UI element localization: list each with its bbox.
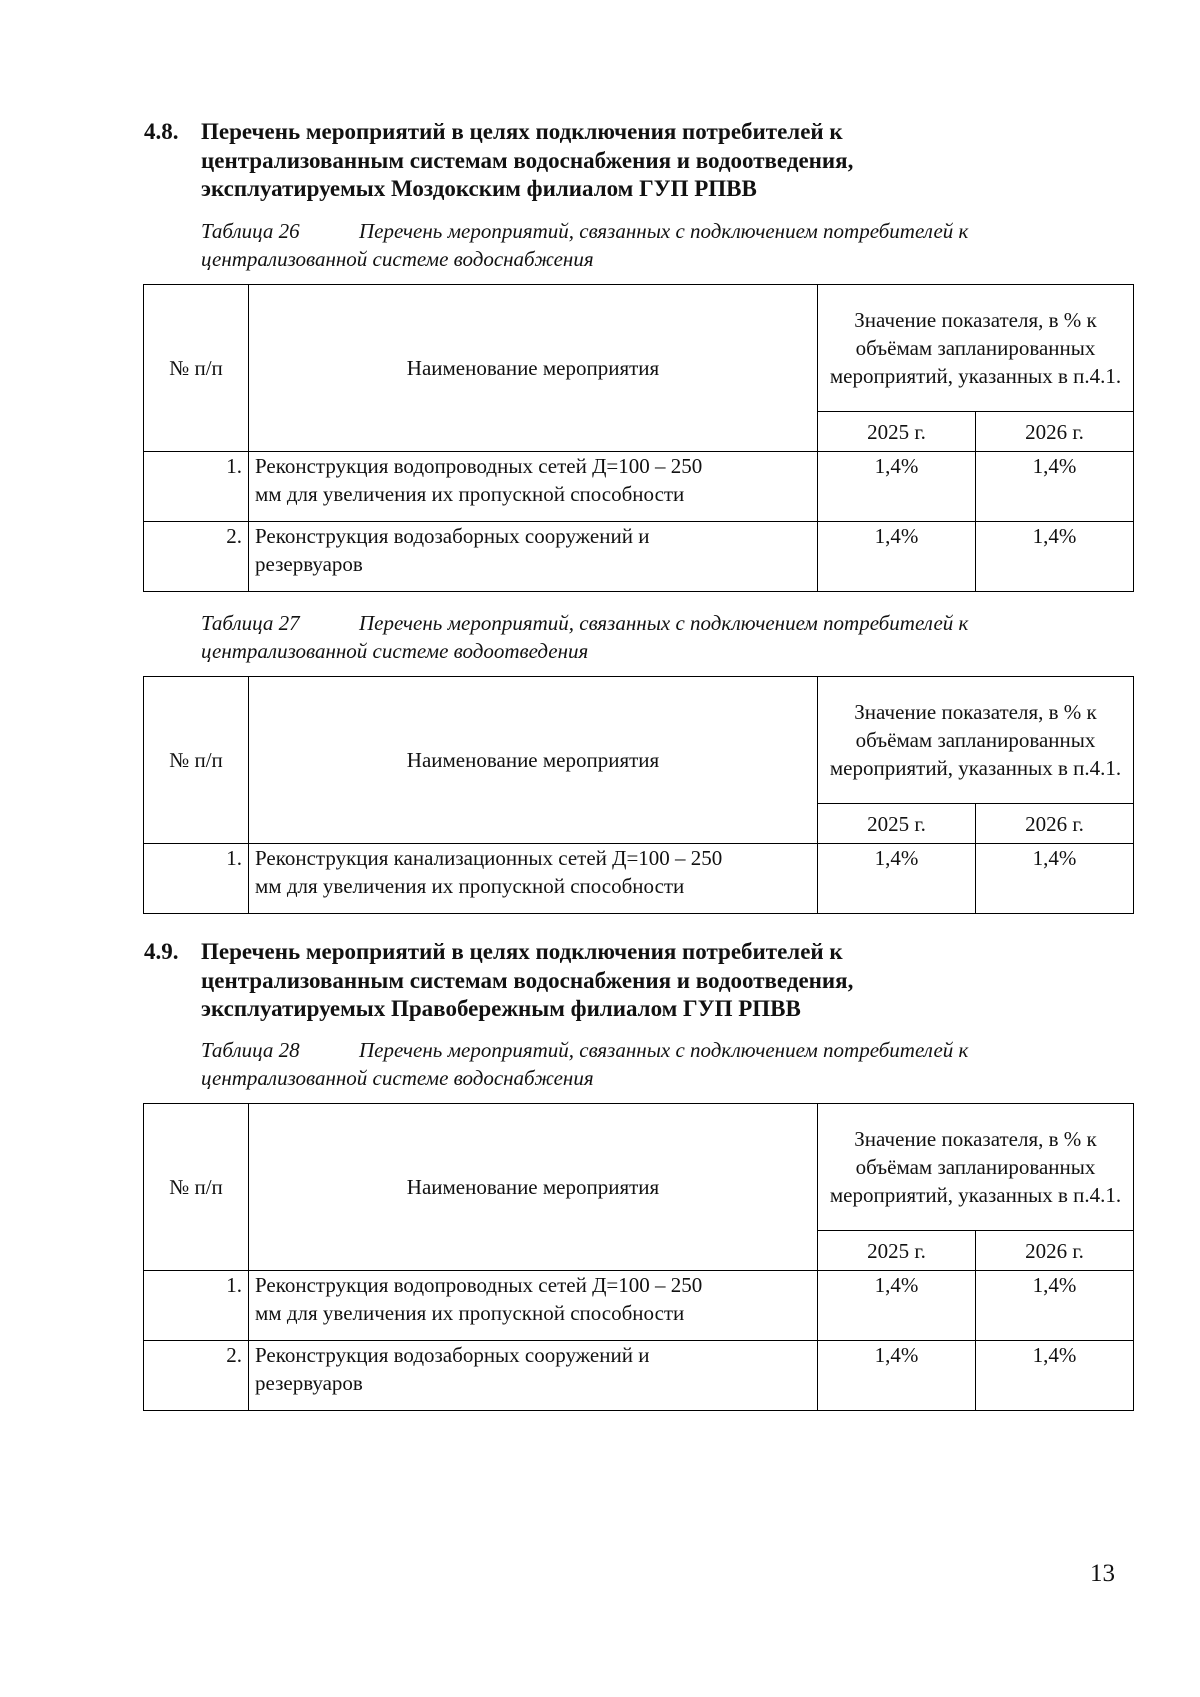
table-row (144, 844, 1134, 914)
table-caption-text: Перечень мероприятий, связанных с подключением потребителей к (359, 611, 969, 635)
row-name-line: мм для увеличения их пропускной способности (255, 874, 685, 898)
table-28 (143, 1103, 1134, 1411)
row-name-line: резервуаров (255, 1371, 363, 1395)
section-heading-4-8 (144, 118, 1024, 204)
header-name: Наименование мероприятия (249, 677, 818, 844)
row-value-2025: 1,4% (818, 1271, 976, 1341)
table-caption-26 (201, 217, 1101, 273)
table-caption-28 (201, 1036, 1101, 1092)
row-value-2025: 1,4% (818, 1341, 976, 1411)
header-year: 2026 г. (976, 1231, 1134, 1271)
row-number: 1. (144, 452, 249, 522)
row-name-line: резервуаров (255, 552, 363, 576)
header-name: Наименование мероприятия (249, 1104, 818, 1271)
table-caption-text: централизованной системе водоснабжения (201, 247, 594, 271)
header-year: 2026 г. (976, 804, 1134, 844)
table-row (144, 452, 1134, 522)
row-number: 2. (144, 1341, 249, 1411)
table-label: Таблица 28 (201, 1038, 300, 1062)
table-caption-text: Перечень мероприятий, связанных с подключением потребителей к (359, 219, 969, 243)
header-num: № п/п (144, 677, 249, 844)
table-row (144, 522, 1134, 592)
header-indicator: Значение показателя, в % к объёмам запланированных мероприятий, указанных в п.4.1. (818, 1104, 1134, 1231)
section-title-line: эксплуатируемых Правобережным филиалом ГУП РПВВ (201, 996, 801, 1021)
row-value-2026: 1,4% (976, 844, 1134, 914)
section-title-line: централизованным системам водоснабжения и водоотведения, (201, 967, 854, 993)
row-name (249, 452, 818, 522)
row-value-2025: 1,4% (818, 452, 976, 522)
section-number: 4.8. (144, 119, 179, 144)
section-title-line: Перечень мероприятий в целях подключения потребителей к (201, 939, 843, 964)
row-value-2026: 1,4% (976, 1341, 1134, 1411)
row-name-line: Реконструкция канализационных сетей Д=100 – 250 (255, 846, 723, 870)
table-label: Таблица 27 (201, 611, 300, 635)
section-title-line: эксплуатируемых Моздокским филиалом ГУП РПВВ (201, 176, 757, 201)
table-27 (143, 676, 1134, 914)
row-name (249, 1271, 818, 1341)
row-name (249, 1341, 818, 1411)
row-value-2026: 1,4% (976, 522, 1134, 592)
section-title-line: Перечень мероприятий в целях подключения потребителей к (201, 119, 843, 144)
header-indicator: Значение показателя, в % к объёмам запланированных мероприятий, указанных в п.4.1. (818, 285, 1134, 412)
row-value-2025: 1,4% (818, 844, 976, 914)
table-row (144, 1341, 1134, 1411)
row-name (249, 844, 818, 914)
header-num: № п/п (144, 285, 249, 452)
row-value-2025: 1,4% (818, 522, 976, 592)
page-number: 13 (1090, 1560, 1115, 1587)
table-caption-text: Перечень мероприятий, связанных с подключением потребителей к (359, 1038, 969, 1062)
table-caption-text: централизованной системе водоотведения (201, 639, 589, 663)
row-name-line: мм для увеличения их пропускной способности (255, 482, 685, 506)
header-year: 2025 г. (818, 804, 976, 844)
row-name-line: мм для увеличения их пропускной способности (255, 1301, 685, 1325)
section-heading-4-9 (144, 938, 1024, 1024)
row-number: 1. (144, 844, 249, 914)
header-name: Наименование мероприятия (249, 285, 818, 452)
section-title-line: централизованным системам водоснабжения и водоотведения, (201, 147, 854, 173)
table-label: Таблица 26 (201, 219, 300, 243)
header-year: 2025 г. (818, 1231, 976, 1271)
section-number: 4.9. (144, 939, 179, 964)
header-num: № п/п (144, 1104, 249, 1271)
table-caption-text: централизованной системе водоснабжения (201, 1066, 594, 1090)
table-26 (143, 284, 1134, 592)
table-row (144, 1271, 1134, 1341)
row-number: 1. (144, 1271, 249, 1341)
row-name-line: Реконструкция водозаборных сооружений и (255, 524, 650, 548)
row-value-2026: 1,4% (976, 452, 1134, 522)
row-number: 2. (144, 522, 249, 592)
row-name-line: Реконструкция водозаборных сооружений и (255, 1343, 650, 1367)
header-year: 2025 г. (818, 412, 976, 452)
row-name-line: Реконструкция водопроводных сетей Д=100 – 250 (255, 1273, 703, 1297)
row-name-line: Реконструкция водопроводных сетей Д=100 – 250 (255, 454, 703, 478)
header-indicator: Значение показателя, в % к объёмам запланированных мероприятий, указанных в п.4.1. (818, 677, 1134, 804)
table-caption-27 (201, 609, 1101, 665)
row-name (249, 522, 818, 592)
header-year: 2026 г. (976, 412, 1134, 452)
row-value-2026: 1,4% (976, 1271, 1134, 1341)
